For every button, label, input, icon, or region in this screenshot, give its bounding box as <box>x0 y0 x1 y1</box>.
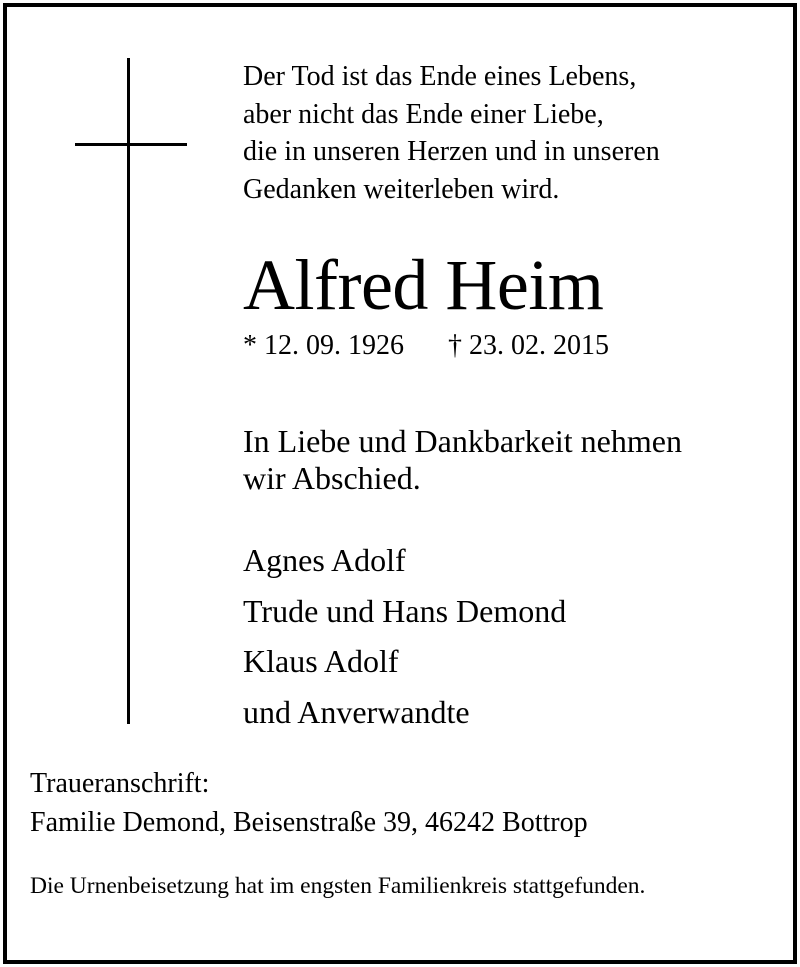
mourner-name: und Anverwandte <box>243 693 470 730</box>
death-date: † 23. 02. 2015 <box>448 330 609 361</box>
farewell-text <box>243 423 682 497</box>
mourner-name: Agnes Adolf <box>243 542 406 578</box>
cross-vertical-bar <box>127 58 130 724</box>
mourners-list <box>243 535 566 737</box>
address-value: Familie Demond, Beisenstraße 39, 46242 Bottrop <box>30 807 588 838</box>
address-label: Traueranschrift: <box>30 768 210 799</box>
motto-line: die in unseren Herzen und in unseren <box>243 136 660 167</box>
motto-line: aber nicht das Ende einer Liebe, <box>243 98 604 130</box>
life-dates <box>243 328 609 364</box>
deceased-name: Alfred Heim <box>243 245 604 325</box>
mourner-name: Klaus Adolf <box>243 643 399 679</box>
motto-line: Der Tod ist das Ende eines Lebens, <box>243 61 637 92</box>
mourner-name: Trude und Hans Demond <box>243 592 567 629</box>
cross-horizontal-bar <box>75 143 187 146</box>
mourning-address <box>30 764 588 842</box>
motto-verse <box>243 58 660 208</box>
birth-date: * 12. 09. 1926 <box>243 330 404 361</box>
farewell-line: wir Abschied. <box>243 460 421 496</box>
burial-note: Die Urnenbeisetzung hat im engsten Familienkreis stattgefunden. <box>30 873 646 899</box>
motto-line: Gedanken weiterleben wird. <box>243 173 560 205</box>
farewell-line: In Liebe und Dankbarkeit nehmen <box>243 423 682 459</box>
